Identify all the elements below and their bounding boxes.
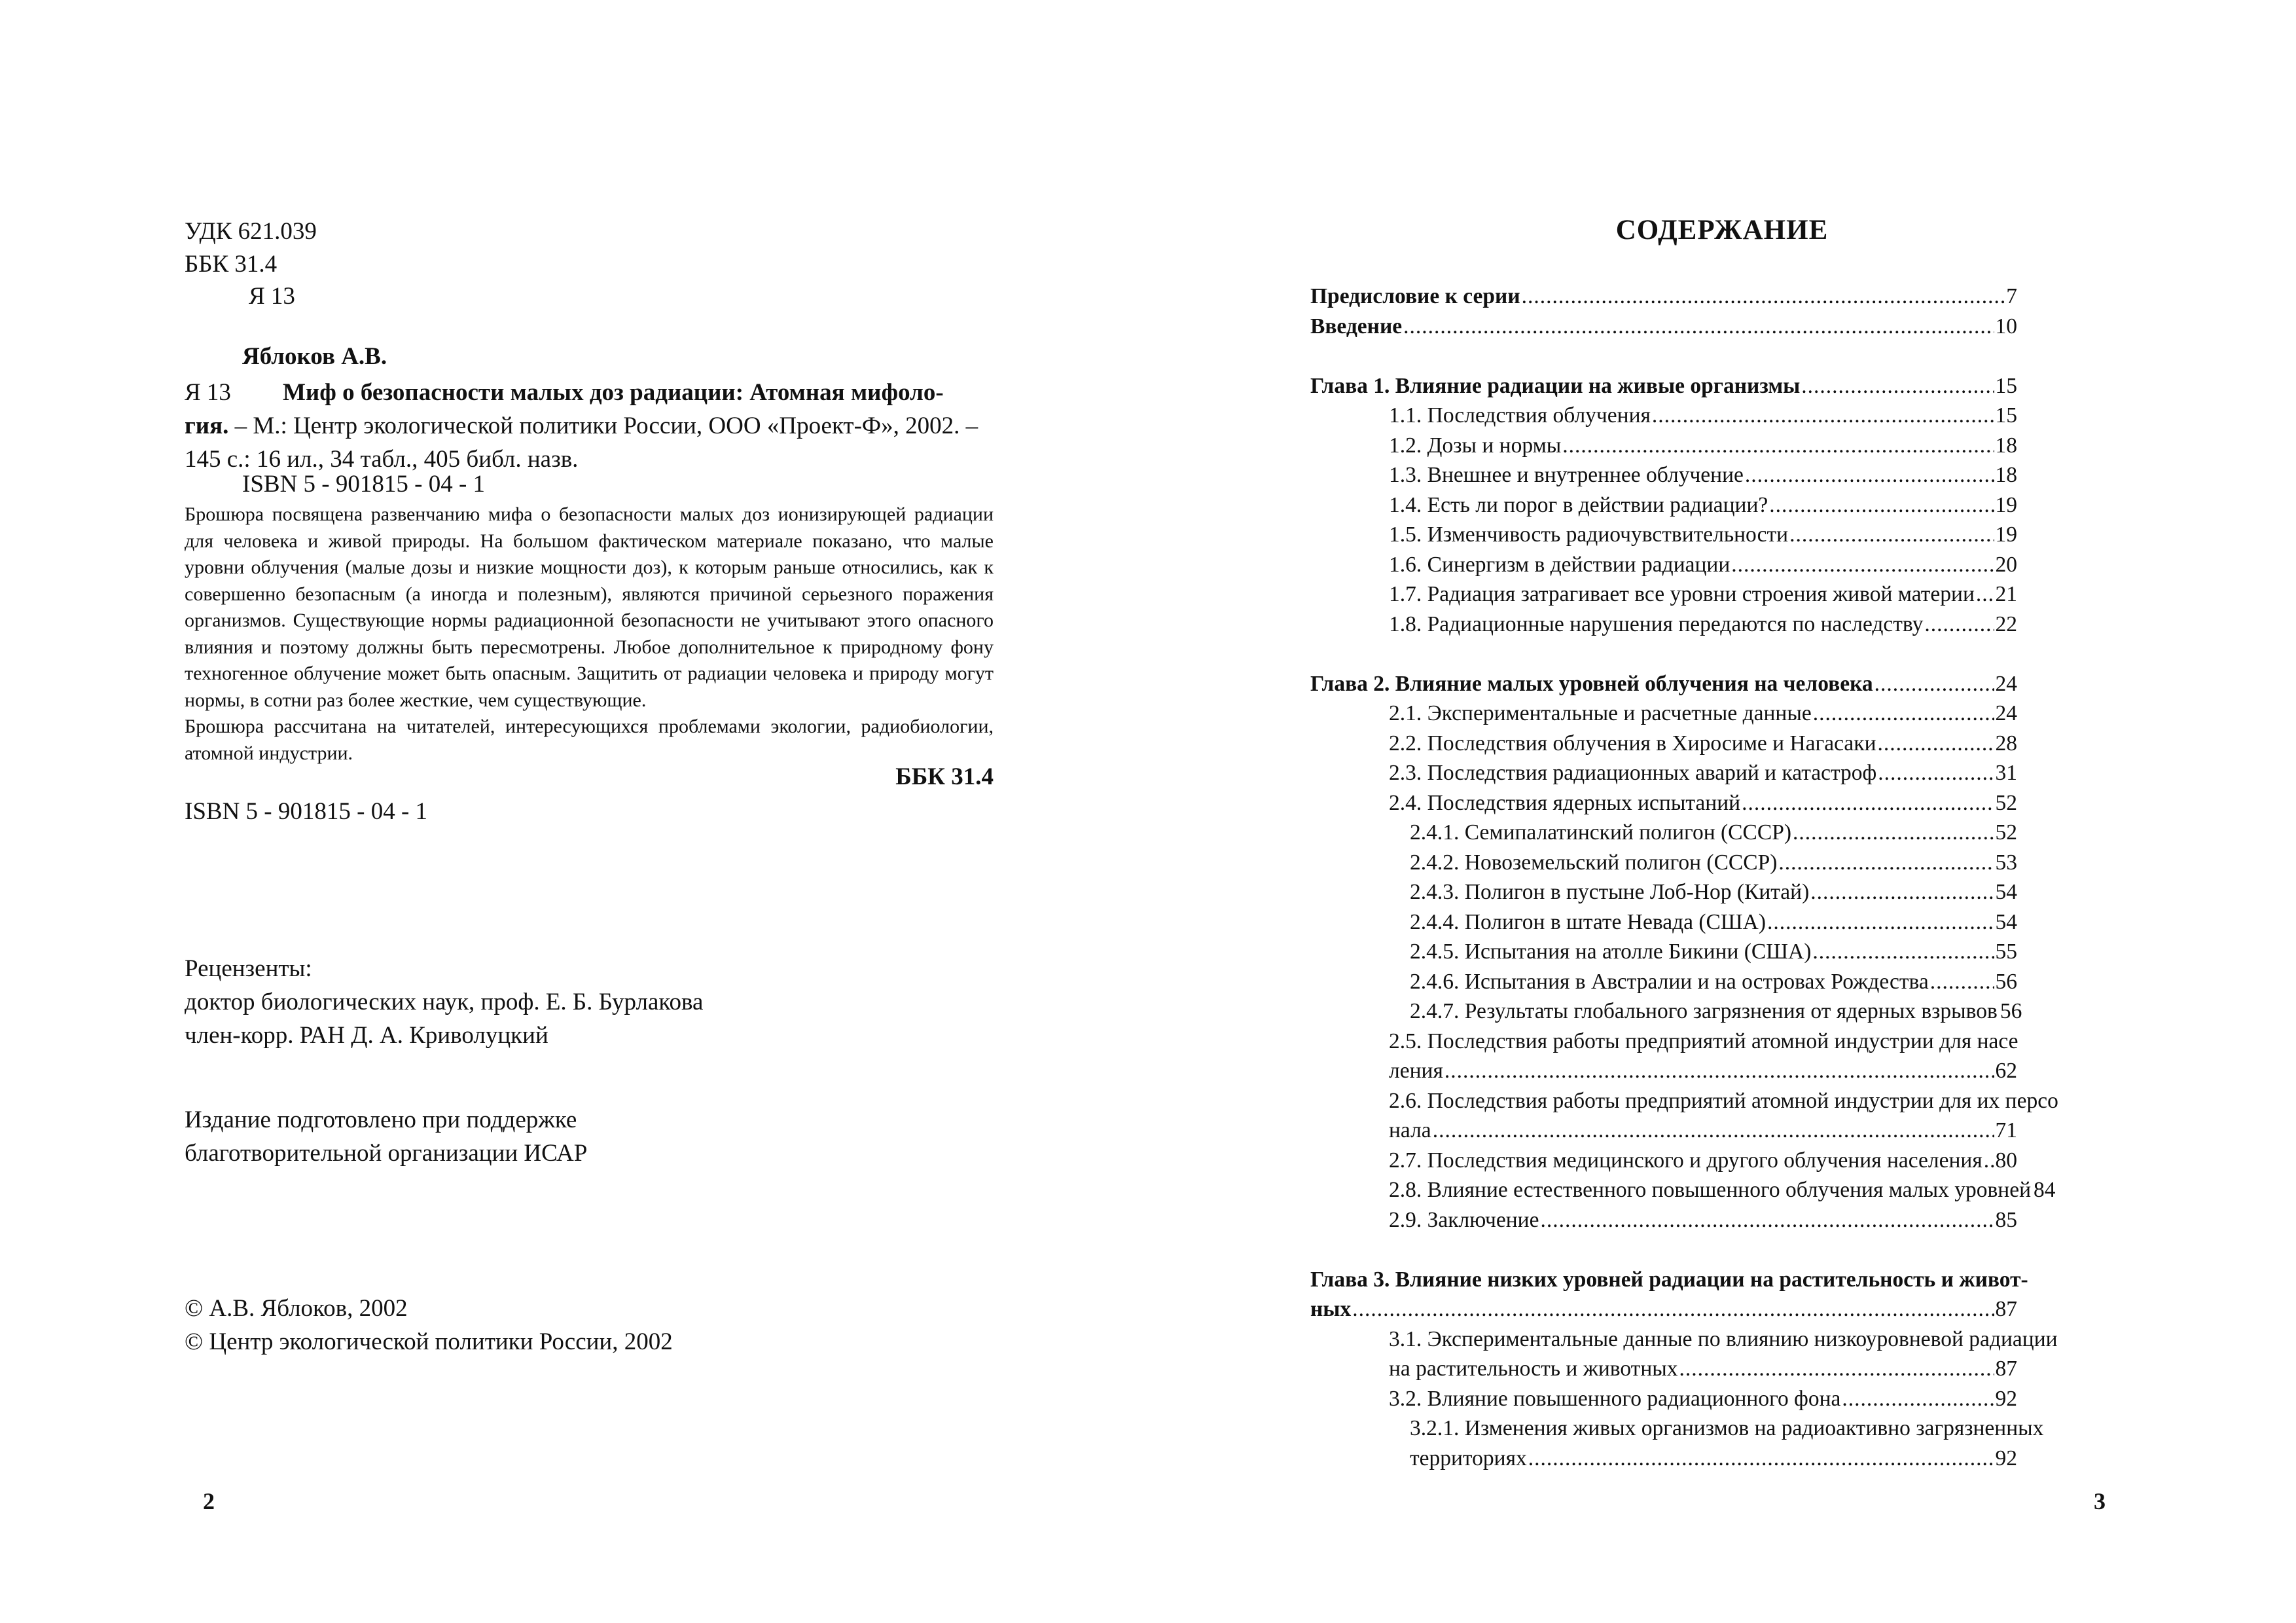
toc-page: 87 [1995, 1357, 2017, 1381]
toc-page: 22 [1995, 611, 2017, 636]
reviewer-1: доктор биологических наук, проф. Е. Б. Бурлакова [185, 989, 704, 1015]
abstract-paragraph-1: Брошюра посвящена развенчанию мифа о безопасности малых доз ионизирующей радиации для человека и живой природы. На большом фактическом материале показано, что малые уровни облучения (малые дозы и низкие мощности доз), к которым раньше относились, как к совершенно безопасным (а иногда и полезным), являются причиной серьезного поражения организмов. Существующие нормы радиационной безопасности не учитывают этого опасного влияния и поэтому должны быть пересмотрены. Любое дополнительное к природному фону техногенное облучение может быть опасным. Защитить от радиации человека и природу могут нормы, в сотни раз более жесткие, чем существующие. [185, 503, 994, 711]
toc-label: Глава 2. Влияние малых уровней облучения на человека [1310, 671, 1873, 696]
bibliographic-mark: Я 13 [185, 379, 231, 406]
toc-page: 7 [2006, 284, 2017, 308]
toc-page: 15 [1995, 373, 2017, 398]
toc-entry-chapter-3[interactable] [1310, 1294, 2017, 1324]
toc-page: 92 [1995, 1446, 2017, 1470]
isbn-bottom: ISBN 5 - 901815 - 04 - 1 [185, 798, 428, 825]
toc-page: 18 [1995, 433, 2017, 458]
toc-entry-2-6-line1[interactable]: 2.6. Последствия работы предприятий атомной индустрии для их персо [1389, 1088, 2058, 1113]
toc-label: 2.1. Экспериментальные и расчетные данные [1389, 701, 1812, 725]
toc-label: Введение [1310, 314, 1403, 338]
toc-page: 87 [1995, 1297, 2017, 1321]
toc-label: 2.4. Последствия ядерных испытаний [1389, 790, 1741, 815]
udk-code: УДК 621.039 [185, 218, 317, 245]
toc-entry-2-4-4[interactable] [1310, 907, 2017, 938]
toc-label: 2.9. Заключение [1389, 1207, 1539, 1232]
toc-page: 92 [1995, 1386, 2017, 1411]
publisher-info: – М.: Центр экологической политики России, ООО «Проект-Ф», 2002. – [228, 412, 978, 439]
toc-page: 84 [2034, 1178, 2056, 1202]
toc-page: 18 [1995, 463, 2017, 487]
toc-entry-2-4-7[interactable] [1310, 996, 2022, 1027]
toc-entry-2-2[interactable] [1310, 729, 2017, 759]
abstract [185, 501, 994, 767]
toc-label: 1.7. Радиация затрагивает все уровни строения живой материи [1389, 582, 1975, 606]
author-name: Яблоков А.В. [242, 343, 387, 370]
toc-entry-2-9[interactable] [1310, 1205, 2017, 1235]
toc-label: Предисловие к серии [1310, 284, 1520, 308]
reviewers-heading: Рецензенты: [185, 955, 312, 982]
toc-page: 55 [1995, 939, 2017, 964]
toc-label: 2.4.1. Семипалатинский полигон (СССР) [1410, 820, 1791, 845]
right-page [1148, 0, 2296, 1623]
toc-page: 54 [1995, 909, 2017, 934]
support-note [185, 1103, 587, 1170]
copyright-author: © А.В. Яблоков, 2002 [185, 1295, 408, 1322]
toc-entry-3-2-1-line1[interactable]: 3.2.1. Изменения живых организмов на радиоактивно загрязненных [1410, 1416, 2044, 1440]
toc-entry-intro[interactable] [1310, 312, 2017, 342]
toc-label: 2.4.2. Новоземельский полигон (СССР) [1410, 850, 1778, 875]
toc-page: 56 [1995, 969, 2017, 994]
toc-title: СОДЕРЖАНИЕ [1615, 215, 1829, 246]
toc-page: 71 [1995, 1118, 2017, 1142]
toc-entry-chapter-3-line1[interactable]: Глава 3. Влияние низких уровней радиации на растительность и живот- [1310, 1267, 2028, 1292]
page-number-left: 2 [203, 1488, 215, 1514]
physical-description: 145 с.: 16 ил., 34 табл., 405 библ. назв. [185, 446, 579, 473]
toc-label: 2.4.7. Результаты глобального загрязнения от ядерных взрывов [1410, 999, 1998, 1023]
toc-label: 2.7. Последствия медицинского и другого облучения населения [1389, 1148, 1982, 1173]
book-title-line2: гия. [185, 412, 229, 439]
toc-page: 28 [1995, 731, 2017, 756]
reviewer-2: член-корр. РАН Д. А. Криволуцкий [185, 1022, 548, 1049]
toc-label: 2.2. Последствия облучения в Хиросиме и Нагасаки [1389, 731, 1876, 756]
toc-label: ных [1310, 1297, 1352, 1321]
toc-entry-2-4-3[interactable] [1310, 877, 2017, 907]
toc-entry-1-3[interactable] [1310, 460, 2017, 490]
toc-entry-1-6[interactable] [1310, 550, 2017, 580]
toc-page: 62 [1995, 1059, 2017, 1083]
toc-page: 52 [1995, 790, 2017, 815]
bbk-right: ББК 31.4 [895, 763, 994, 790]
toc-label: на растительность и животных [1389, 1357, 1678, 1381]
bbk-code: ББК 31.4 [185, 251, 278, 278]
bibliographic-description [185, 376, 994, 476]
toc-entry-1-7[interactable] [1310, 579, 2017, 610]
toc-entry-1-2[interactable] [1310, 431, 2017, 461]
toc-entry-1-4[interactable] [1310, 490, 2017, 520]
toc-label: 1.3. Внешнее и внутреннее облучение [1389, 463, 1744, 487]
abstract-paragraph-2: Брошюра рассчитана на читателей, интересующихся проблемами экологии, радиобиологии, атомной индустрии. [185, 716, 994, 764]
toc-entry-2-8[interactable] [1310, 1175, 2056, 1205]
toc-entry-chapter-2[interactable] [1310, 669, 2017, 699]
reviewers [185, 952, 703, 1052]
toc-entry-2-6[interactable] [1310, 1116, 2017, 1146]
toc-entry-1-5[interactable] [1310, 520, 2017, 550]
toc-entry-2-4-1[interactable] [1310, 818, 2017, 848]
copyright-center: © Центр экологической политики России, 2002 [185, 1328, 673, 1355]
toc-label: 2.4.5. Испытания на атолле Бикини (США) [1410, 939, 1812, 964]
toc-label: 3.2. Влияние повышенного радиационного фона [1389, 1386, 1841, 1411]
toc-label: территориях [1410, 1446, 1527, 1470]
toc-label: нала [1389, 1118, 1431, 1142]
toc-entry-2-5-line1[interactable]: 2.5. Последствия работы предприятий атомной индустрии для насе [1389, 1029, 2018, 1053]
toc-entry-2-1[interactable] [1310, 699, 2017, 729]
toc-entry-2-4-6[interactable] [1310, 967, 2017, 997]
support-line-2: благотворительной организации ИСАР [185, 1140, 588, 1167]
toc-label: 1.8. Радиационные нарушения передаются по наследству [1389, 611, 1924, 636]
toc-entry-3-1[interactable] [1310, 1354, 2017, 1384]
toc-entry-1-1[interactable] [1310, 401, 2017, 431]
support-line-1: Издание подготовлено при поддержке [185, 1106, 577, 1133]
toc-page: 31 [1995, 761, 2017, 785]
toc-label: 2.4.6. Испытания в Австралии и на островах Рождества [1410, 969, 1929, 994]
toc-label: 1.2. Дозы и нормы [1389, 433, 1562, 458]
toc-page: 20 [1995, 552, 2017, 577]
toc-page: 56 [2000, 999, 2022, 1023]
toc-label: 1.5. Изменчивость радиочувствительности [1389, 522, 1789, 547]
toc-label: Глава 1. Влияние радиации на живые организмы [1310, 373, 1801, 398]
toc-entry-chapter-1[interactable] [1310, 371, 2017, 401]
table-of-contents [1310, 282, 2058, 1473]
toc-label: 2.3. Последствия радиационных аварий и катастроф [1389, 761, 1877, 785]
toc-page: 53 [1995, 850, 2017, 875]
author-mark: Я 13 [249, 283, 295, 310]
toc-entry-2-4[interactable] [1310, 788, 2017, 818]
copyright [185, 1292, 673, 1359]
toc-label: 1.6. Синергизм в действии радиации [1389, 552, 1731, 577]
book-title-line1: Миф о безопасности малых доз радиации: Атомная мифоло- [283, 379, 944, 406]
page-number-right: 3 [2094, 1488, 2106, 1514]
toc-entry-2-5[interactable] [1310, 1056, 2017, 1086]
toc-page: 19 [1995, 522, 2017, 547]
toc-entry-3-1-line1[interactable]: 3.1. Экспериментальные данные по влиянию низкоуровневой радиации [1389, 1326, 2058, 1351]
toc-page: 10 [1995, 314, 2017, 338]
toc-label: 1.1. Последствия облучения [1389, 403, 1651, 428]
toc-entry-2-4-5[interactable] [1310, 937, 2017, 967]
toc-entry-2-4-2[interactable] [1310, 848, 2017, 878]
toc-page: 54 [1995, 880, 2017, 904]
toc-entry-2-7[interactable] [1310, 1146, 2017, 1176]
toc-page: 52 [1995, 820, 2017, 845]
toc-entry-preface[interactable] [1310, 282, 2017, 312]
toc-page: 21 [1995, 582, 2017, 606]
toc-entry-1-8[interactable] [1310, 610, 2017, 640]
isbn-top: ISBN 5 - 901815 - 04 - 1 [242, 471, 486, 498]
toc-page: 15 [1995, 403, 2017, 428]
toc-label: 2.4.4. Полигон в штате Невада (США) [1410, 909, 1767, 934]
toc-entry-2-3[interactable] [1310, 758, 2017, 788]
toc-entry-3-2[interactable] [1310, 1384, 2017, 1414]
toc-label: ления [1389, 1059, 1443, 1083]
toc-label: 2.4.3. Полигон в пустыне Лоб-Нор (Китай) [1410, 880, 1810, 904]
toc-page: 19 [1995, 492, 2017, 517]
toc-page: 24 [1995, 671, 2017, 696]
toc-page: 80 [1995, 1148, 2017, 1173]
toc-entry-3-2-1[interactable] [1310, 1444, 2017, 1474]
toc-label: 2.8. Влияние естественного повышенного облучения малых уровней [1389, 1178, 2032, 1202]
toc-page: 85 [1995, 1207, 2017, 1232]
toc-page: 24 [1995, 701, 2017, 725]
toc-label: 1.4. Есть ли порог в действии радиации? [1389, 492, 1768, 517]
